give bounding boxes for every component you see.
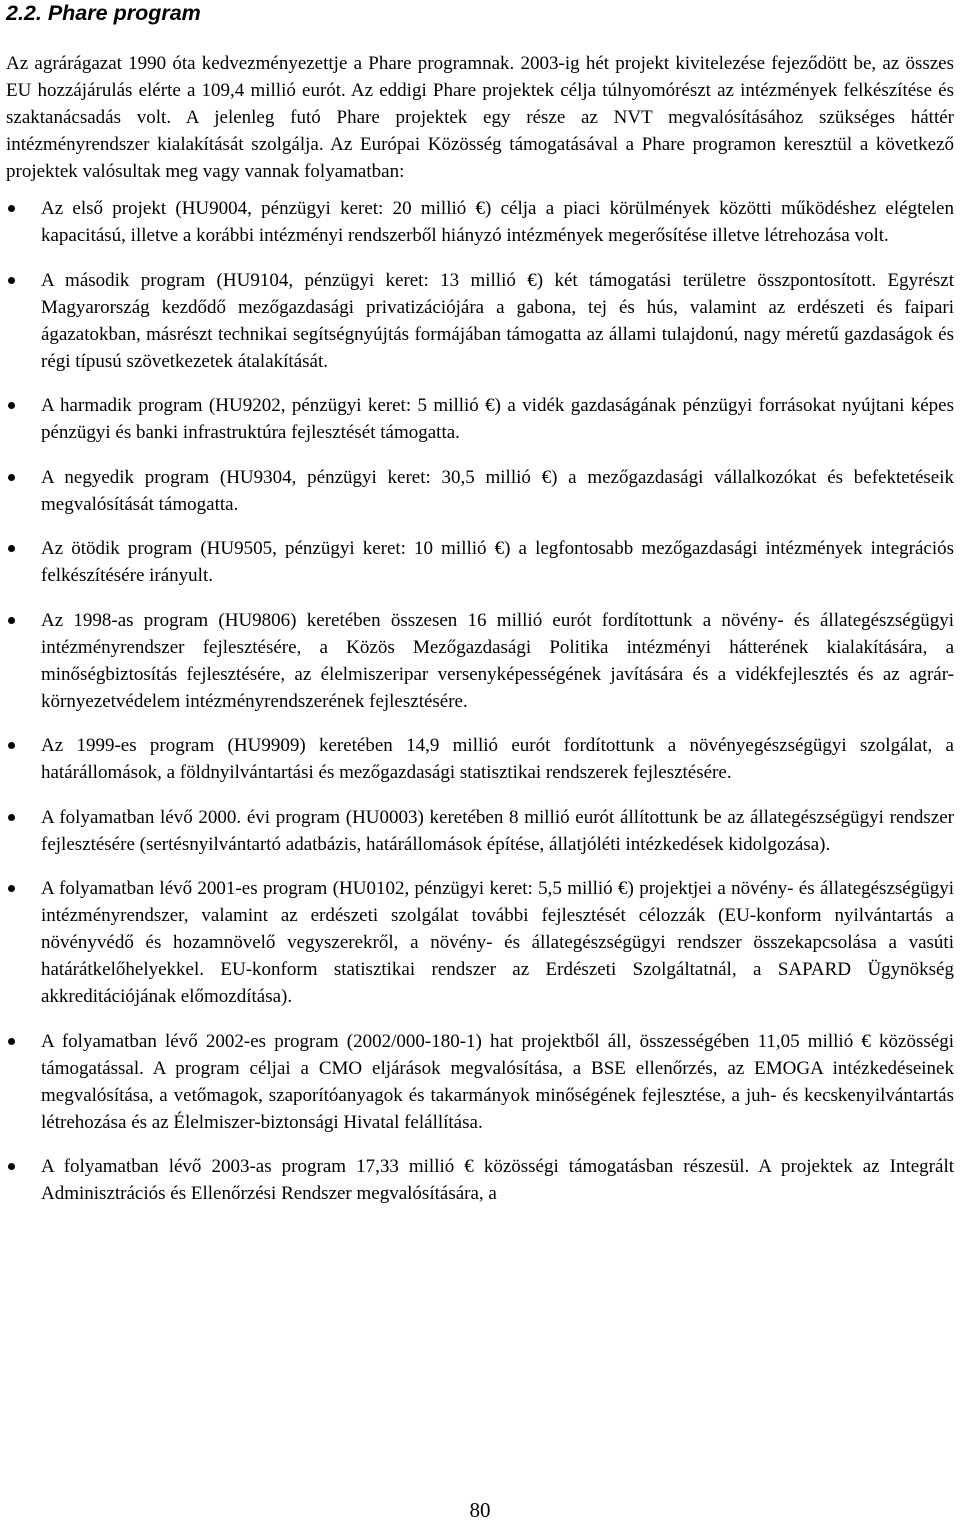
list-item (6, 535, 954, 589)
list-item-text: Az ötödik program (HU9505, pénzügyi keret: 10 millió €) a legfontosabb mezőgazdasági intézmények integrációs felkészítésére irányult. (41, 538, 954, 586)
list-item-text: A folyamatban lévő 2003-as program 17,33 millió € közösségi támogatásban részesül. A projektek az Integrált Adminisztrációs és Ellenőrzési Rendszer megvalósítására, a (41, 1156, 954, 1204)
list-item (6, 875, 954, 1010)
bullet-icon (8, 617, 15, 624)
bullet-icon (8, 1163, 15, 1170)
section-heading: 2.2. Phare program (6, 1, 201, 25)
list-item (6, 607, 954, 715)
list-item-text: A harmadik program (HU9202, pénzügyi keret: 5 millió €) a vidék gazdaságának pénzügyi forrásokat nyújtani képes pénzügyi és banki infrastruktúra fejlesztését támogatta. (41, 395, 954, 443)
bullet-icon (8, 545, 15, 552)
list-item (6, 732, 954, 786)
project-list (6, 195, 954, 1207)
list-item (6, 392, 954, 446)
list-item (6, 464, 954, 518)
list-item (6, 1028, 954, 1136)
list-item-text: Az 1999-es program (HU9909) keretében 14,9 millió eurót fordítottunk a növényegészségügyi szolgálat, a határállomások, a földnyilvántartási és mezőgazdasági statisztikai rendszerek fejlesztésére. (41, 735, 954, 783)
list-item (6, 1153, 954, 1207)
list-item-text: Az első projekt (HU9004, pénzügyi keret: 20 millió €) célja a piaci körülmények közötti működéshez elégtelen kapacitású, illetve a korábbi intézményi rendszerből hiányzó intézmények megerősítése illetve létrehozása volt. (41, 198, 954, 246)
list-item (6, 804, 954, 858)
bullet-icon (8, 1038, 15, 1045)
bullet-icon (8, 474, 15, 481)
intro-paragraph: Az agrárágazat 1990 óta kedvezményezettje a Phare programnak. 2003-ig hét projekt kivitelezése fejeződött be, az összes EU hozzájárulás elérte a 109,4 millió eurót. Az eddigi Phare projektek célja túlnyomórészt az intézmények felkészítése és szaktanácsadás volt. A jelenleg futó Phare projektek egy része az NVT megvalósításához szükséges háttér intézményrendszer kialakítását szolgálja. Az Európai Közösség támogatásával a Phare programon keresztül a következő projektek valósultak meg vagy vannak folyamatban: (6, 53, 954, 182)
bullet-icon (8, 402, 15, 409)
list-item-text: Az 1998-as program (HU9806) keretében összesen 16 millió eurót fordítottunk a növény- és állategészségügyi intézményrendszer fejlesztésére, a Közös Mezőgazdasági Politika intézményi hátterének kialakítására, a minőségbiztosítás fejlesztésére, az élelmiszeripar versenyképességének javítására és a vidékfejlesztés és az agrár-környezetvédelem intézményrendszerének fejlesztésére. (41, 609, 954, 712)
list-item-text: A negyedik program (HU9304, pénzügyi keret: 30,5 millió €) a mezőgazdasági vállalkozókat és befektetéseik megvalósítását támogatta. (41, 466, 954, 515)
bullet-icon (8, 885, 15, 892)
list-item (6, 195, 954, 249)
bullet-icon (8, 277, 15, 284)
list-item-text: A folyamatban lévő 2000. évi program (HU0003) keretében 8 millió eurót állítottunk be az állategészségügyi rendszer fejlesztésére (sertésnyilvántartó adatbázis, határállomások építése, állatjóléti intézkedések kidolgozása). (41, 806, 954, 855)
list-item-text: A folyamatban lévő 2001-es program (HU0102, pénzügyi keret: 5,5 millió €) projektjei a növény- és állategészségügyi intézményrendszer, valamint az erdészeti szolgálat további fejlesztését célozzák (EU-konform nyilvántartás a növényvédő és hozamnövelő vegyszerekről, a növény- és állategészségügyi rendszer összekapcsolása a vasúti határátkelőhelyekkel. EU-konform statisztikai rendszer az Erdészeti Szolgáltatnál, a SAPARD Ügynökség akkreditációjának előmozdítása). (41, 878, 954, 1007)
bullet-icon (8, 742, 15, 749)
list-item (6, 267, 954, 375)
bullet-icon (8, 205, 15, 212)
page-number: 80 (469, 1498, 491, 1522)
document-page (6, 0, 954, 1525)
bullet-icon (8, 814, 15, 821)
list-item-text: A második program (HU9104, pénzügyi keret: 13 millió €) két támogatási területre összpontosított. Egyrészt Magyarország kezdődő mezőgazdasági privatizációjára a gabona, tej és hús, valamint az erdészeti és faipari ágazatokban, másrészt technikai segítségnyújtás formájában támogatta az állami tulajdonú, nagy méretű gazdaságok és régi típusú szövetkezetek átalakítását. (41, 269, 954, 372)
list-item-text: A folyamatban lévő 2002-es program (2002/000-180-1) hat projektből áll, összességében 11,05 millió € közösségi támogatással. A program céljai a CMO eljárások megvalósítása, a BSE ellenőrzés, az EMOGA intézkedéseinek megvalósítása, a vetőmagok, szaporítóanyagok és takarmányok minőségének fejlesztése, a juh- és kecskenyilvántartás létrehozása és az Élelmiszer-biztonsági Hivatal felállítása. (41, 1030, 954, 1133)
